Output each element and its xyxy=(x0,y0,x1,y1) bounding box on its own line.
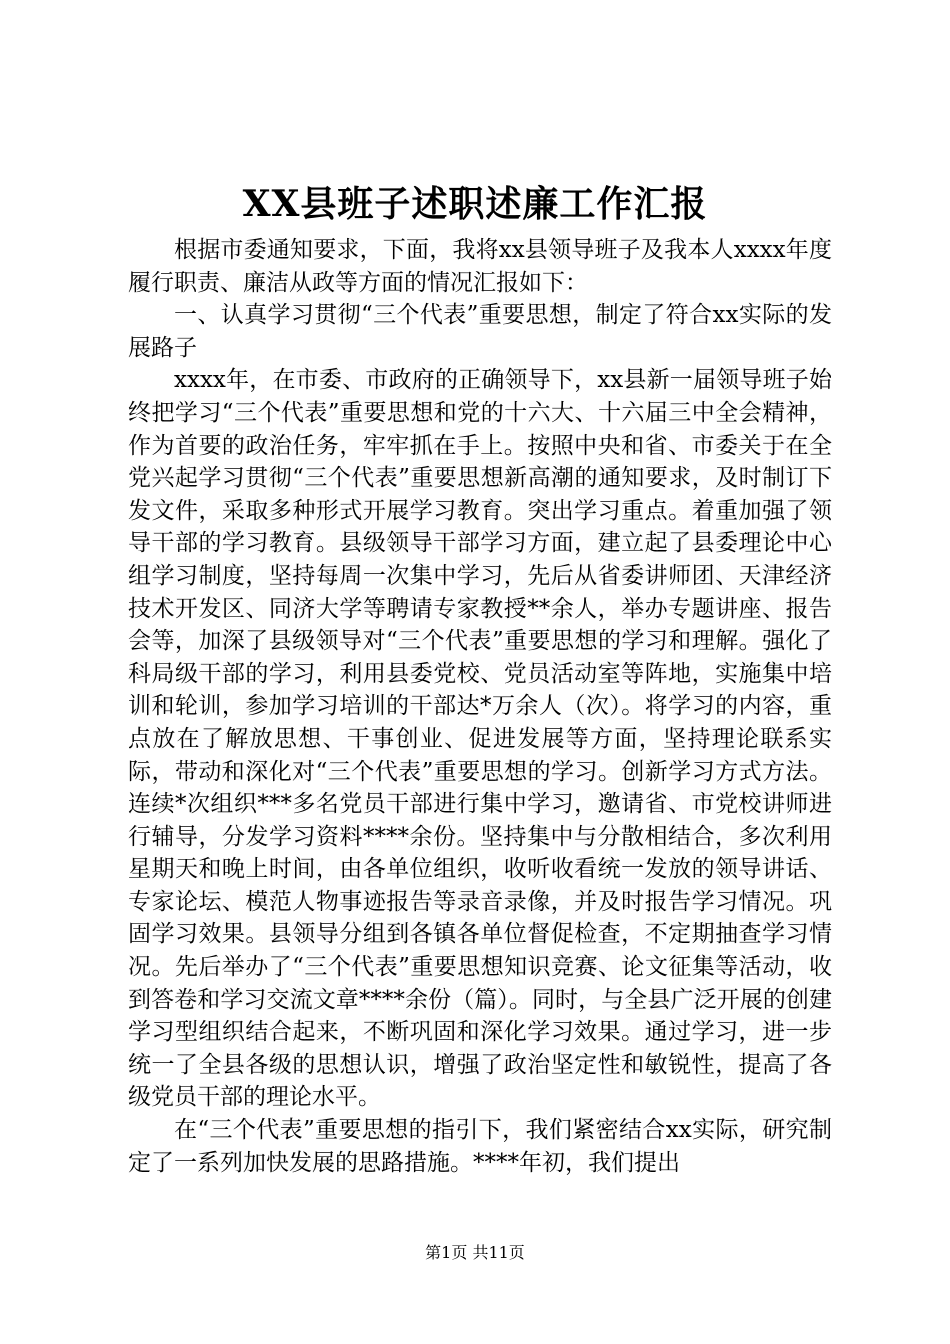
document-title: XX县班子述职述廉工作汇报 xyxy=(242,183,708,225)
paragraph-section-heading: 一、认真学习贯彻“三个代表”重要思想，制定了符合xx实际的发展路子 xyxy=(128,302,832,361)
paragraph-intro: 根据市委通知要求，下面，我将xx县领导班子及我本人xxxx年度履行职责、廉洁从政等方面的情况汇报如下： xyxy=(128,237,832,296)
document-body xyxy=(128,234,832,1179)
page-footer: 第1页 共11页 xyxy=(425,1243,525,1262)
paragraph-development: 在“三个代表”重要思想的指引下，我们紧密结合xx实际，研究制定了一系列加快发展的思路措施。****年初，我们提出 xyxy=(128,1117,832,1176)
paragraph-study: xxxx年，在市委、市政府的正确领导下，xx县新一届领导班子始终把学习“三个代表”重要思想和党的十六大、十六届三中全会精神，作为首要的政治任务，牢牢抓在手上。按照中央和省、市委关于在全党兴起学习贯彻“三个代表”重要思想新高潮的通知要求，及时制订下发文件，采取多种形式开展学习教育。突出学习重点。着重加强了领导干部的学习教育。县级领导干部学习方面，建立起了县委理论中心组学习制度，坚持每周一次集中学习，先后从省委讲师团、天津经济技术开发区、同济大学等聘请专家教授**余人，举办专题讲座、报告会等，加深了县级领导对“三个代表”重要思想的学习和理解。强化了科局级干部的学习，利用县委党校、党员活动室等阵地，实施集中培训和轮训，参加学习培训的干部达*万余人（次）。将学习的内容，重点放在了解放思想、干事创业、促进发展等方面，坚持理论联系实际，带动和深化对“三个代表”重要思想的学习。创新学习方式方法。连续*次组织***多名党员干部进行集中学习，邀请省、市党校讲师进行辅导，分发学习资料****余份。坚持集中与分散相结合，多次利用星期天和晚上时间，由各单位组织，收听收看统一发放的领导讲话、专家论坛、模范人物事迹报告等录音录像，并及时报告学习情况。巩固学习效果。县领导分组到各镇各单位督促检查，不定期抽查学习情况。先后举办了“三个代表”重要思想知识竞赛、论文征集等活动，收到答卷和学习交流文章****余份（篇）。同时，与全县广泛开展的创建学习型组织结合起来，不断巩固和深化学习效果。通过学习，进一步统一了全县各级的思想认识，增强了政治坚定性和敏锐性，提高了各级党员干部的理论水平。 xyxy=(128,367,832,1111)
